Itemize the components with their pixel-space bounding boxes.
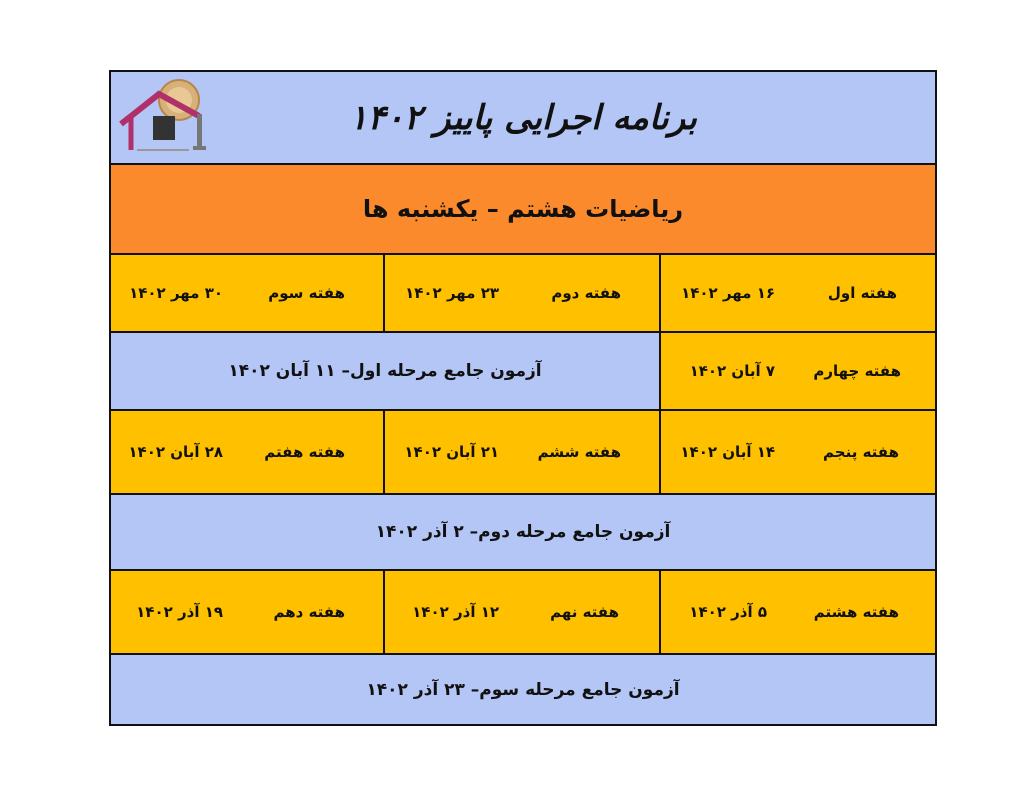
week-date: ۱۹ آذر ۱۴۰۲	[136, 603, 223, 621]
week-label: هفته اول	[827, 284, 897, 302]
weeks-row-5	[111, 571, 935, 655]
exam-row-2	[111, 495, 935, 571]
week-date: ۱۴ آبان ۱۴۰۲	[680, 443, 775, 461]
exam-cell	[111, 333, 659, 409]
header-row	[111, 72, 935, 165]
exam-3-text: آزمون جامع مرحله سوم– ۲۳ آذر ۱۴۰۲	[366, 679, 680, 700]
week-cell	[383, 571, 659, 653]
week-cell	[659, 571, 935, 653]
week-date: ۲۱ آبان ۱۴۰۲	[404, 443, 499, 461]
weeks-row-3	[111, 411, 935, 495]
school-house-logo-icon	[117, 76, 209, 156]
week-cell	[659, 333, 935, 409]
exam-2-text: آزمون جامع مرحله دوم– ۲ آذر ۱۴۰۲	[375, 522, 671, 542]
week-date: ۵ آذر ۱۴۰۲	[689, 603, 767, 621]
week-date: ۷ آبان ۱۴۰۲	[689, 362, 775, 380]
week-cell	[383, 411, 659, 493]
week-date: ۲۸ آبان ۱۴۰۲	[128, 443, 223, 461]
week-label: هفته هفتم	[264, 443, 345, 461]
week-date: ۱۶ مهر ۱۴۰۲	[681, 284, 775, 302]
week-label: هفته سوم	[268, 284, 345, 302]
page-title: برنامه اجرایی پاییز ۱۴۰۲	[349, 97, 697, 138]
exam-row-3	[111, 655, 935, 724]
week-cell	[109, 411, 383, 493]
week-date: ۲۳ مهر ۱۴۰۲	[405, 284, 499, 302]
week-label: هفته نهم	[550, 603, 619, 621]
week-cell	[109, 255, 383, 331]
week-date: ۳۰ مهر ۱۴۰۲	[129, 284, 223, 302]
schedule-table	[109, 70, 937, 726]
exam-1-text: آزمون جامع مرحله اول– ۱۱ آبان ۱۴۰۲	[228, 361, 542, 381]
week-label: هفته پنجم	[823, 443, 899, 461]
subheader-row	[111, 165, 935, 255]
weeks-row-1	[111, 255, 935, 333]
week-label: هفته دهم	[273, 603, 345, 621]
week-cell	[109, 571, 383, 653]
week-label: هفته دوم	[551, 284, 621, 302]
week-date: ۱۲ آذر ۱۴۰۲	[412, 603, 499, 621]
week-cell	[659, 255, 935, 331]
week-label: هفته چهارم	[813, 362, 901, 380]
week-cell	[659, 411, 935, 493]
week-label: هفته هشتم	[813, 603, 899, 621]
week-label: هفته ششم	[537, 443, 621, 461]
weeks-row-2	[111, 333, 935, 411]
course-title: ریاضیات هشتم – یکشنبه ها	[362, 195, 684, 223]
week-cell	[383, 255, 659, 331]
